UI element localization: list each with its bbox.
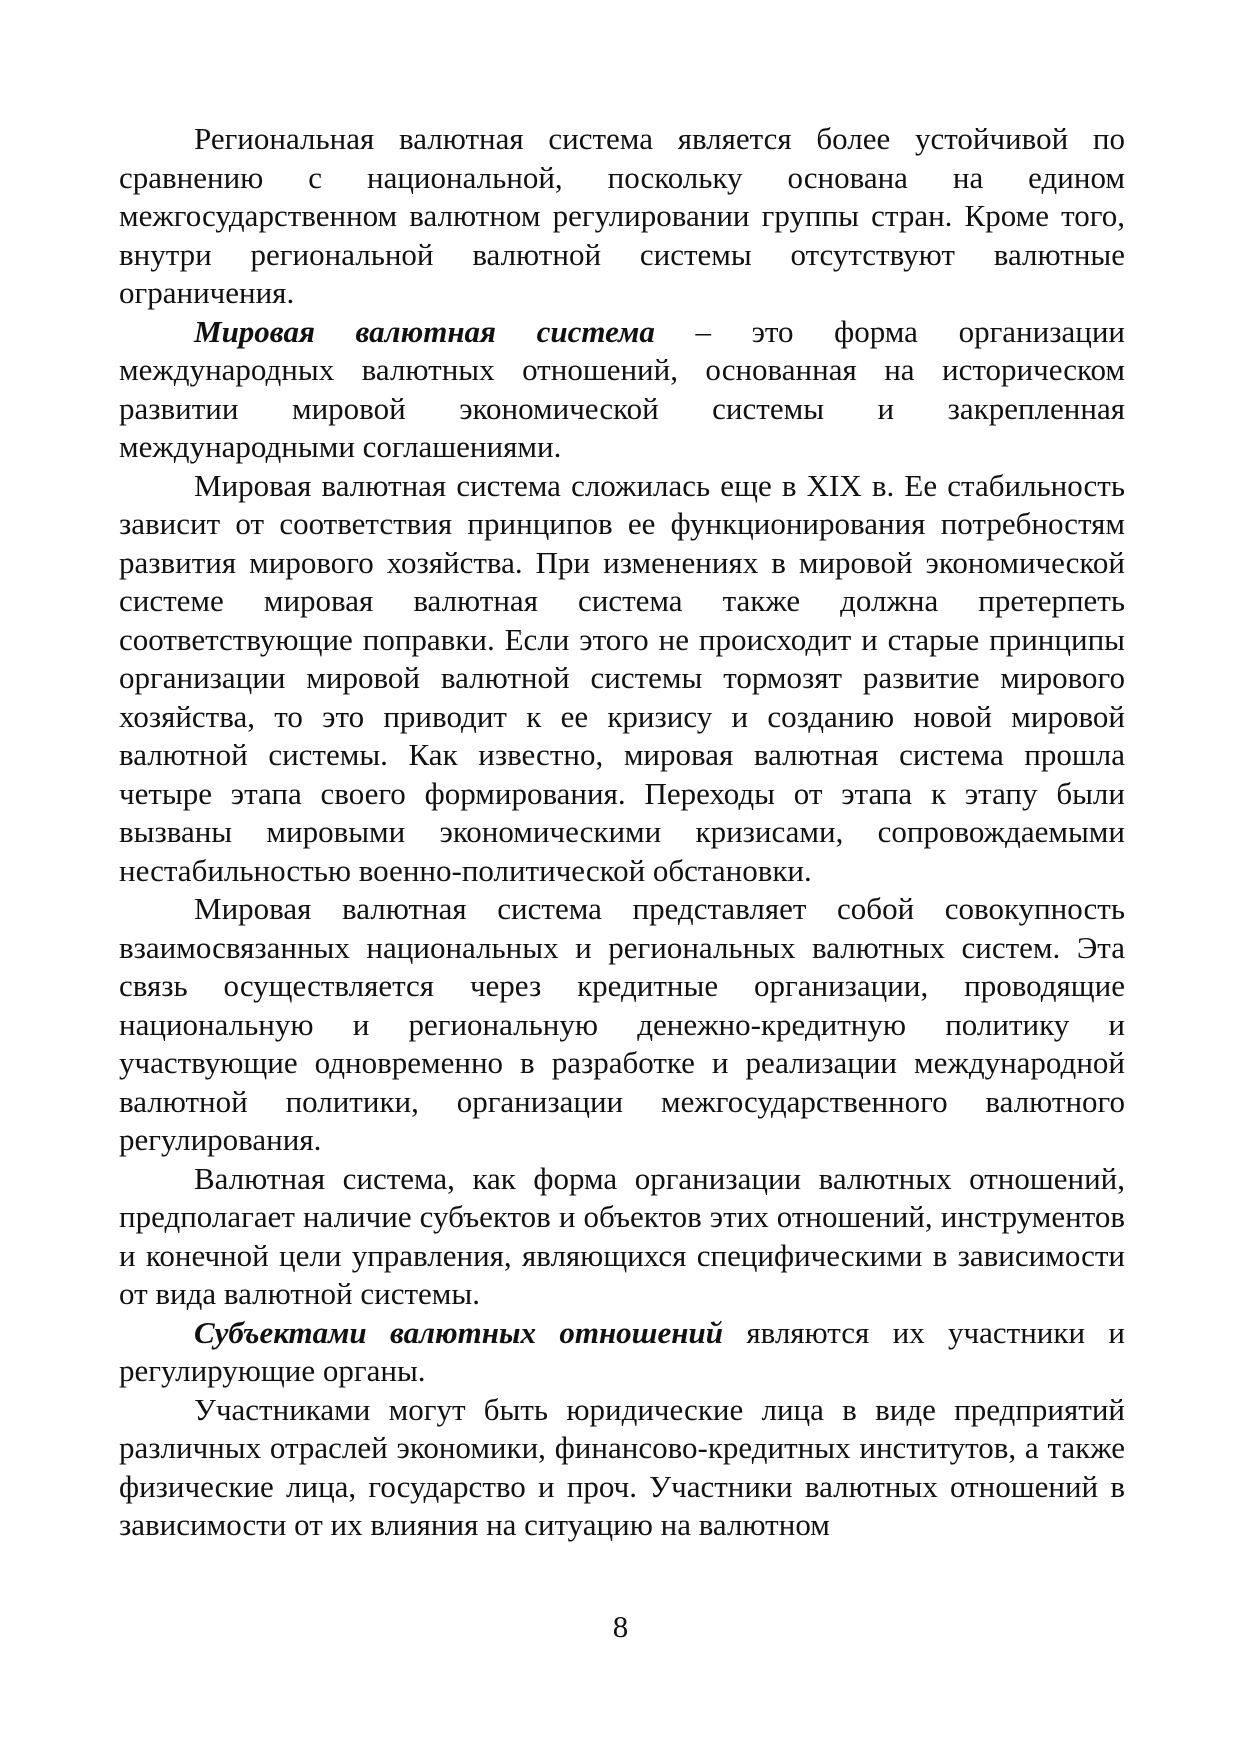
page-number: 8 [612,1609,629,1644]
paragraph-participants [119,1391,1125,1545]
paragraph-regional-system [119,120,1125,313]
paragraph-world-system-definition [119,313,1125,467]
defined-term: Субъектами валютных отношений [194,1314,723,1350]
paragraph-world-system-composition [119,890,1125,1160]
paragraph-text: Региональная валютная система является более устойчивой по сравнению с национальной, поскольку основана на едином межгосударственном валютном регулировании группы стран. Кроме того, внутри региональной валютной системы отсутствуют валютные ограничения. [119,121,1125,310]
paragraph-currency-system-elements [119,1160,1125,1314]
paragraph-text: являются их участники и регулирующие органы. [119,1314,1126,1388]
body-text [119,120,1125,1545]
paragraph-subjects-definition [119,1314,1125,1391]
paragraph-text: Участниками могут быть юридические лица в виде предприятий различных отраслей экономики, финансово-кредитных институтов, а также физические лица, государство и проч. Участники валютных отношений в зависимости от их влияния на ситуацию на валютном [119,1391,1125,1542]
paragraph-world-system-history [119,467,1125,891]
paragraph-text: – это форма организации международных валютных отношений, основанная на историческом развитии мировой экономической системы и закрепленная международными соглашениями. [119,313,1125,464]
paragraph-text: Мировая валютная система сложилась еще в XIX в. Ее стабильность зависит от соответствия принципов ее функционирования потребностям развития мирового хозяйства. При изменениях в мировой экономической системе мировая валютная система также должна претерпеть соответствующие поправки. Если этого не происходит и старые принципы организации мировой валютной системы тормозят развитие мирового хозяйства, то это приводит к ее кризису и созданию новой мировой валютной системы. Как известно, мировая валютная система прошла четыре этапа своего формирования. Переходы от этапа к этапу были вызваны мировыми экономическими кризисами, сопровождаемыми нестабильностью военно-политической обстановки. [119,467,1125,888]
paragraph-text: Валютная система, как форма организации валютных отношений, предполагает наличие субъектов и объектов этих отношений, инструментов и конечной цели управления, являющихся специфическими в зависимости от вида валютной системы. [119,1160,1125,1311]
paragraph-text: Мировая валютная система представляет собой совокупность взаимосвязанных национальных и региональных валютных систем. Эта связь осуществляется через кредитные организации, проводящие национальную и региональную денежно-кредитную политику и участвующие одновременно в разработке и реализации международной валютной политики, организации межгосударственного валютного регулирования. [119,891,1125,1157]
defined-term: Мировая валютная система [194,313,655,349]
